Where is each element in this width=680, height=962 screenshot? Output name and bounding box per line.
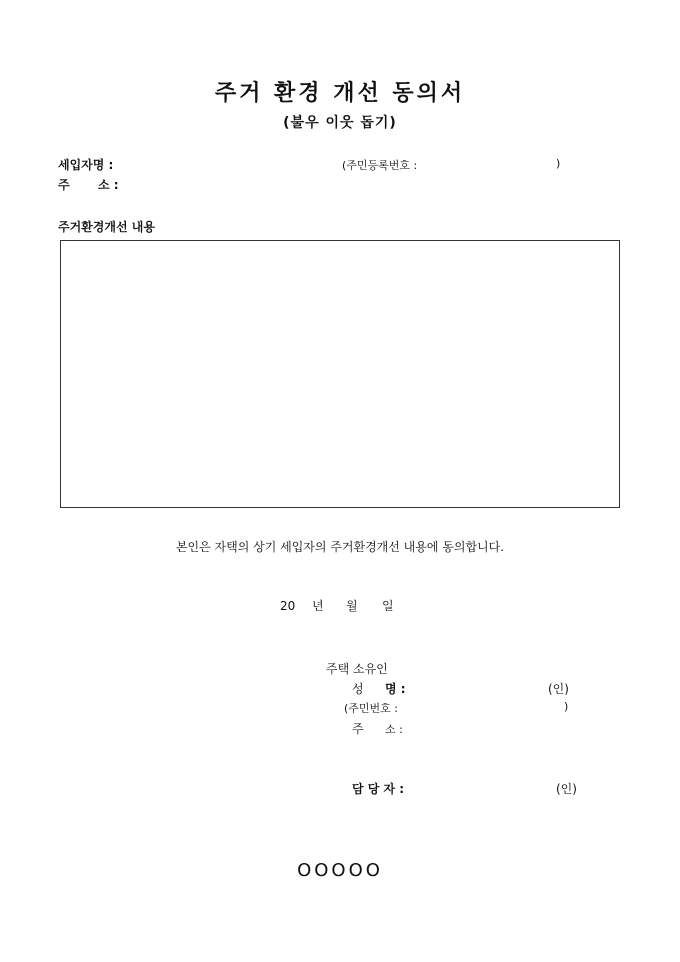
owner-rrn-close: ) xyxy=(564,700,569,713)
owner-rrn-open: (주민번호 : xyxy=(344,702,398,715)
manager-seal: (인) xyxy=(556,782,577,796)
tenant-rrn-close: ) xyxy=(556,157,561,170)
document-title: 주거 환경 개선 동의서 xyxy=(214,80,466,106)
tenant-name-label: 세입자명 : xyxy=(58,158,114,172)
date-year-unit: 년 xyxy=(312,599,324,613)
date-row xyxy=(280,597,394,614)
tenant-address-label-1: 주 xyxy=(58,178,70,192)
date-year-prefix: 20 xyxy=(280,599,296,613)
tenant-rrn-open: (주민등록번호 : xyxy=(342,159,418,172)
content-section-label: 주거환경개선 내용 xyxy=(58,220,155,234)
owner-seal: (인) xyxy=(548,682,569,696)
content-box[interactable] xyxy=(60,240,620,508)
owner-name-label-2: 명 : xyxy=(385,682,406,696)
owner-heading: 주택 소유인 xyxy=(326,662,388,676)
footer-organization: OOOOO xyxy=(297,860,383,881)
document-subtitle: (불우 이웃 돕기) xyxy=(283,115,397,131)
owner-address-label-1: 주 xyxy=(352,722,364,736)
consent-statement: 본인은 자택의 상기 세입자의 주거환경개선 내용에 동의합니다. xyxy=(175,540,505,554)
date-month-unit: 월 xyxy=(346,599,358,613)
owner-name-label-1: 성 xyxy=(352,682,364,696)
tenant-address-label-2: 소 : xyxy=(98,178,119,192)
date-day-unit: 일 xyxy=(382,599,394,613)
manager-label: 담 당 자 : xyxy=(352,782,405,796)
owner-address-label-2: 소 : xyxy=(385,723,403,736)
